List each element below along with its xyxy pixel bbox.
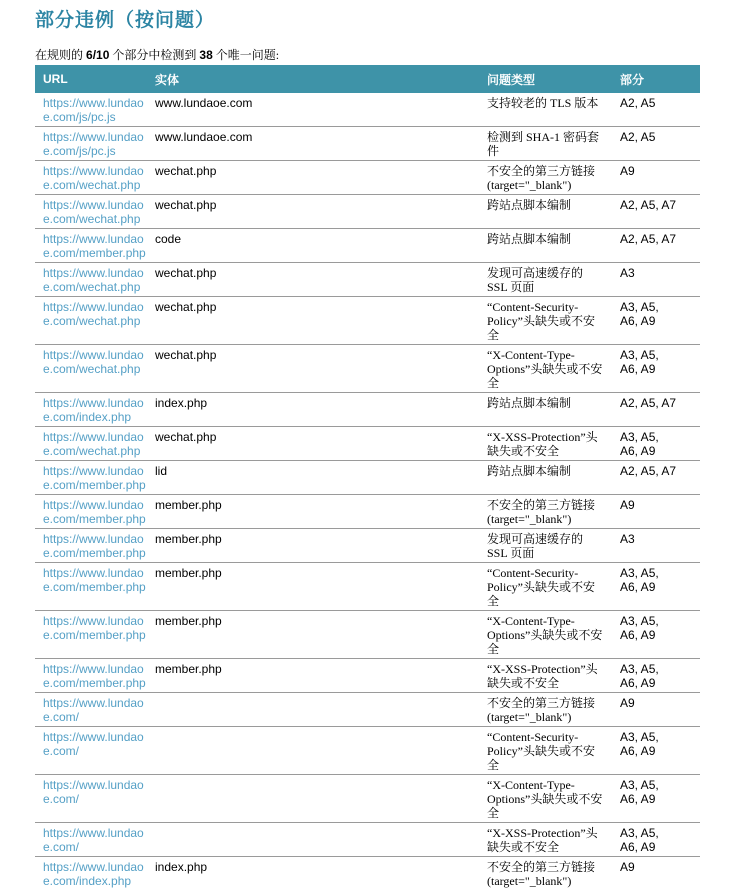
url-link[interactable]: https://www.lundaoe.com/member.php — [43, 498, 146, 526]
entity-cell: code — [155, 229, 487, 263]
url-cell — [35, 93, 155, 127]
issue-type-cell: 不安全的第三方链接 (target="_blank") — [487, 161, 620, 195]
url-cell — [35, 393, 155, 427]
section-cell: A3, A5, A6, A9 — [620, 427, 700, 461]
entity-cell: member.php — [155, 659, 487, 693]
url-cell — [35, 857, 155, 890]
entity-cell: wechat.php — [155, 345, 487, 393]
section-cell: A2, A5, A7 — [620, 229, 700, 263]
issue-type-cell: “Content-Security-Policy”头缺失或不安全 — [487, 727, 620, 775]
url-link[interactable]: https://www.lundaoe.com/member.php — [43, 566, 146, 594]
issue-type-cell: 跨站点脚本编制 — [487, 461, 620, 495]
entity-cell: www.lundaoe.com — [155, 93, 487, 127]
entity-cell — [155, 775, 487, 823]
url-cell — [35, 127, 155, 161]
url-cell — [35, 263, 155, 297]
table-row — [35, 775, 700, 823]
entity-cell — [155, 693, 487, 727]
url-link[interactable]: https://www.lundaoe.com/js/pc.js — [43, 130, 144, 158]
entity-cell — [155, 727, 487, 775]
issue-type-cell: 不安全的第三方链接 (target="_blank") — [487, 857, 620, 890]
summary-prefix: 在规则的 — [35, 48, 86, 62]
entity-cell — [155, 823, 487, 857]
issue-type-cell: 不安全的第三方链接 (target="_blank") — [487, 693, 620, 727]
table-row — [35, 461, 700, 495]
url-link[interactable]: https://www.lundaoe.com/member.php — [43, 532, 146, 560]
section-cell: A3 — [620, 529, 700, 563]
table-header — [35, 65, 700, 93]
entity-cell: wechat.php — [155, 297, 487, 345]
table-row — [35, 229, 700, 263]
section-cell: A9 — [620, 161, 700, 195]
url-cell — [35, 529, 155, 563]
section-cell: A9 — [620, 693, 700, 727]
section-cell: A3 — [620, 263, 700, 297]
section-cell: A3, A5, A6, A9 — [620, 611, 700, 659]
section-cell: A3, A5, A6, A9 — [620, 297, 700, 345]
table-row — [35, 93, 700, 127]
section-cell: A3, A5, A6, A9 — [620, 823, 700, 857]
url-cell — [35, 659, 155, 693]
section-cell: A2, A5 — [620, 127, 700, 161]
url-link[interactable]: https://www.lundaoe.com/ — [43, 826, 144, 854]
url-link[interactable]: https://www.lundaoe.com/member.php — [43, 662, 146, 690]
url-link[interactable]: https://www.lundaoe.com/wechat.php — [43, 164, 144, 192]
table-row — [35, 857, 700, 890]
issue-type-cell: “X-XSS-Protection”头缺失或不安全 — [487, 659, 620, 693]
summary-line — [35, 48, 731, 62]
column-header-issue-type: 问题类型 — [487, 65, 620, 93]
table-row — [35, 345, 700, 393]
table-row — [35, 297, 700, 345]
section-cell: A9 — [620, 495, 700, 529]
table-row — [35, 693, 700, 727]
entity-cell: member.php — [155, 495, 487, 529]
url-link[interactable]: https://www.lundaoe.com/ — [43, 778, 144, 806]
table-row — [35, 727, 700, 775]
summary-suffix: 个唯一问题: — [213, 48, 279, 62]
section-cell: A2, A5, A7 — [620, 461, 700, 495]
table-row — [35, 823, 700, 857]
url-cell — [35, 495, 155, 529]
issue-type-cell: “Content-Security-Policy”头缺失或不安全 — [487, 563, 620, 611]
url-cell — [35, 823, 155, 857]
url-cell — [35, 693, 155, 727]
summary-middle: 个部分中检测到 — [109, 48, 199, 62]
table-body — [35, 93, 700, 890]
table-row — [35, 161, 700, 195]
section-cell: A3, A5, A6, A9 — [620, 775, 700, 823]
section-cell: A3, A5, A6, A9 — [620, 563, 700, 611]
url-cell — [35, 195, 155, 229]
entity-cell: wechat.php — [155, 427, 487, 461]
column-header-entity: 实体 — [155, 65, 487, 93]
issue-type-cell: 发现可高速缓存的 SSL 页面 — [487, 529, 620, 563]
page-title: 部分违例（按问题） — [35, 8, 731, 33]
issue-type-cell: “X-Content-Type-Options”头缺失或不安全 — [487, 611, 620, 659]
issue-type-cell: 检测到 SHA-1 密码套件 — [487, 127, 620, 161]
url-link[interactable]: https://www.lundaoe.com/js/pc.js — [43, 96, 144, 124]
url-cell — [35, 297, 155, 345]
url-link[interactable]: https://www.lundaoe.com/wechat.php — [43, 348, 144, 376]
issue-type-cell: 支持较老的 TLS 版本 — [487, 93, 620, 127]
url-link[interactable]: https://www.lundaoe.com/member.php — [43, 232, 146, 260]
table-row — [35, 263, 700, 297]
table-row — [35, 127, 700, 161]
issue-type-cell: 发现可高速缓存的 SSL 页面 — [487, 263, 620, 297]
url-link[interactable]: https://www.lundaoe.com/member.php — [43, 464, 146, 492]
issue-type-cell: “X-Content-Type-Options”头缺失或不安全 — [487, 775, 620, 823]
issue-type-cell: “X-XSS-Protection”头缺失或不安全 — [487, 427, 620, 461]
summary-issue-count: 38 — [199, 48, 212, 62]
section-cell: A2, A5, A7 — [620, 195, 700, 229]
table-row — [35, 563, 700, 611]
table-row — [35, 495, 700, 529]
issue-type-cell: 不安全的第三方链接 (target="_blank") — [487, 495, 620, 529]
section-cell: A9 — [620, 857, 700, 890]
section-cell: A3, A5, A6, A9 — [620, 659, 700, 693]
url-cell — [35, 345, 155, 393]
url-cell — [35, 727, 155, 775]
section-cell: A3, A5, A6, A9 — [620, 345, 700, 393]
url-cell — [35, 611, 155, 659]
url-cell — [35, 427, 155, 461]
url-link[interactable]: https://www.lundaoe.com/ — [43, 696, 144, 724]
url-link[interactable]: https://www.lundaoe.com/member.php — [43, 614, 146, 642]
column-header-url: URL — [35, 65, 155, 93]
entity-cell: index.php — [155, 393, 487, 427]
url-link[interactable]: https://www.lundaoe.com/ — [43, 730, 144, 758]
section-cell: A2, A5, A7 — [620, 393, 700, 427]
entity-cell: wechat.php — [155, 161, 487, 195]
table-row — [35, 195, 700, 229]
issue-type-cell: 跨站点脚本编制 — [487, 393, 620, 427]
issue-type-cell: “Content-Security-Policy”头缺失或不安全 — [487, 297, 620, 345]
url-link[interactable]: https://www.lundaoe.com/index.php — [43, 396, 144, 424]
entity-cell: wechat.php — [155, 195, 487, 229]
entity-cell: wechat.php — [155, 263, 487, 297]
entity-cell: member.php — [155, 563, 487, 611]
entity-cell: lid — [155, 461, 487, 495]
url-link[interactable]: https://www.lundaoe.com/index.php — [43, 860, 144, 888]
table-row — [35, 659, 700, 693]
table-row — [35, 393, 700, 427]
section-cell: A2, A5 — [620, 93, 700, 127]
table-row — [35, 611, 700, 659]
url-link[interactable]: https://www.lundaoe.com/wechat.php — [43, 266, 144, 294]
column-header-section: 部分 — [620, 65, 700, 93]
issue-type-cell: “X-Content-Type-Options”头缺失或不安全 — [487, 345, 620, 393]
entity-cell: member.php — [155, 611, 487, 659]
entity-cell: member.php — [155, 529, 487, 563]
url-cell — [35, 161, 155, 195]
url-cell — [35, 563, 155, 611]
url-link[interactable]: https://www.lundaoe.com/wechat.php — [43, 430, 144, 458]
section-cell: A3, A5, A6, A9 — [620, 727, 700, 775]
issue-type-cell: “X-XSS-Protection”头缺失或不安全 — [487, 823, 620, 857]
table-row — [35, 427, 700, 461]
table-row — [35, 529, 700, 563]
url-cell — [35, 229, 155, 263]
url-cell — [35, 775, 155, 823]
issue-type-cell: 跨站点脚本编制 — [487, 195, 620, 229]
summary-sections-fraction: 6/10 — [86, 48, 109, 62]
violations-table — [35, 65, 700, 890]
entity-cell: www.lundaoe.com — [155, 127, 487, 161]
url-cell — [35, 461, 155, 495]
url-link[interactable]: https://www.lundaoe.com/wechat.php — [43, 300, 144, 328]
url-link[interactable]: https://www.lundaoe.com/wechat.php — [43, 198, 144, 226]
entity-cell: index.php — [155, 857, 487, 890]
issue-type-cell: 跨站点脚本编制 — [487, 229, 620, 263]
